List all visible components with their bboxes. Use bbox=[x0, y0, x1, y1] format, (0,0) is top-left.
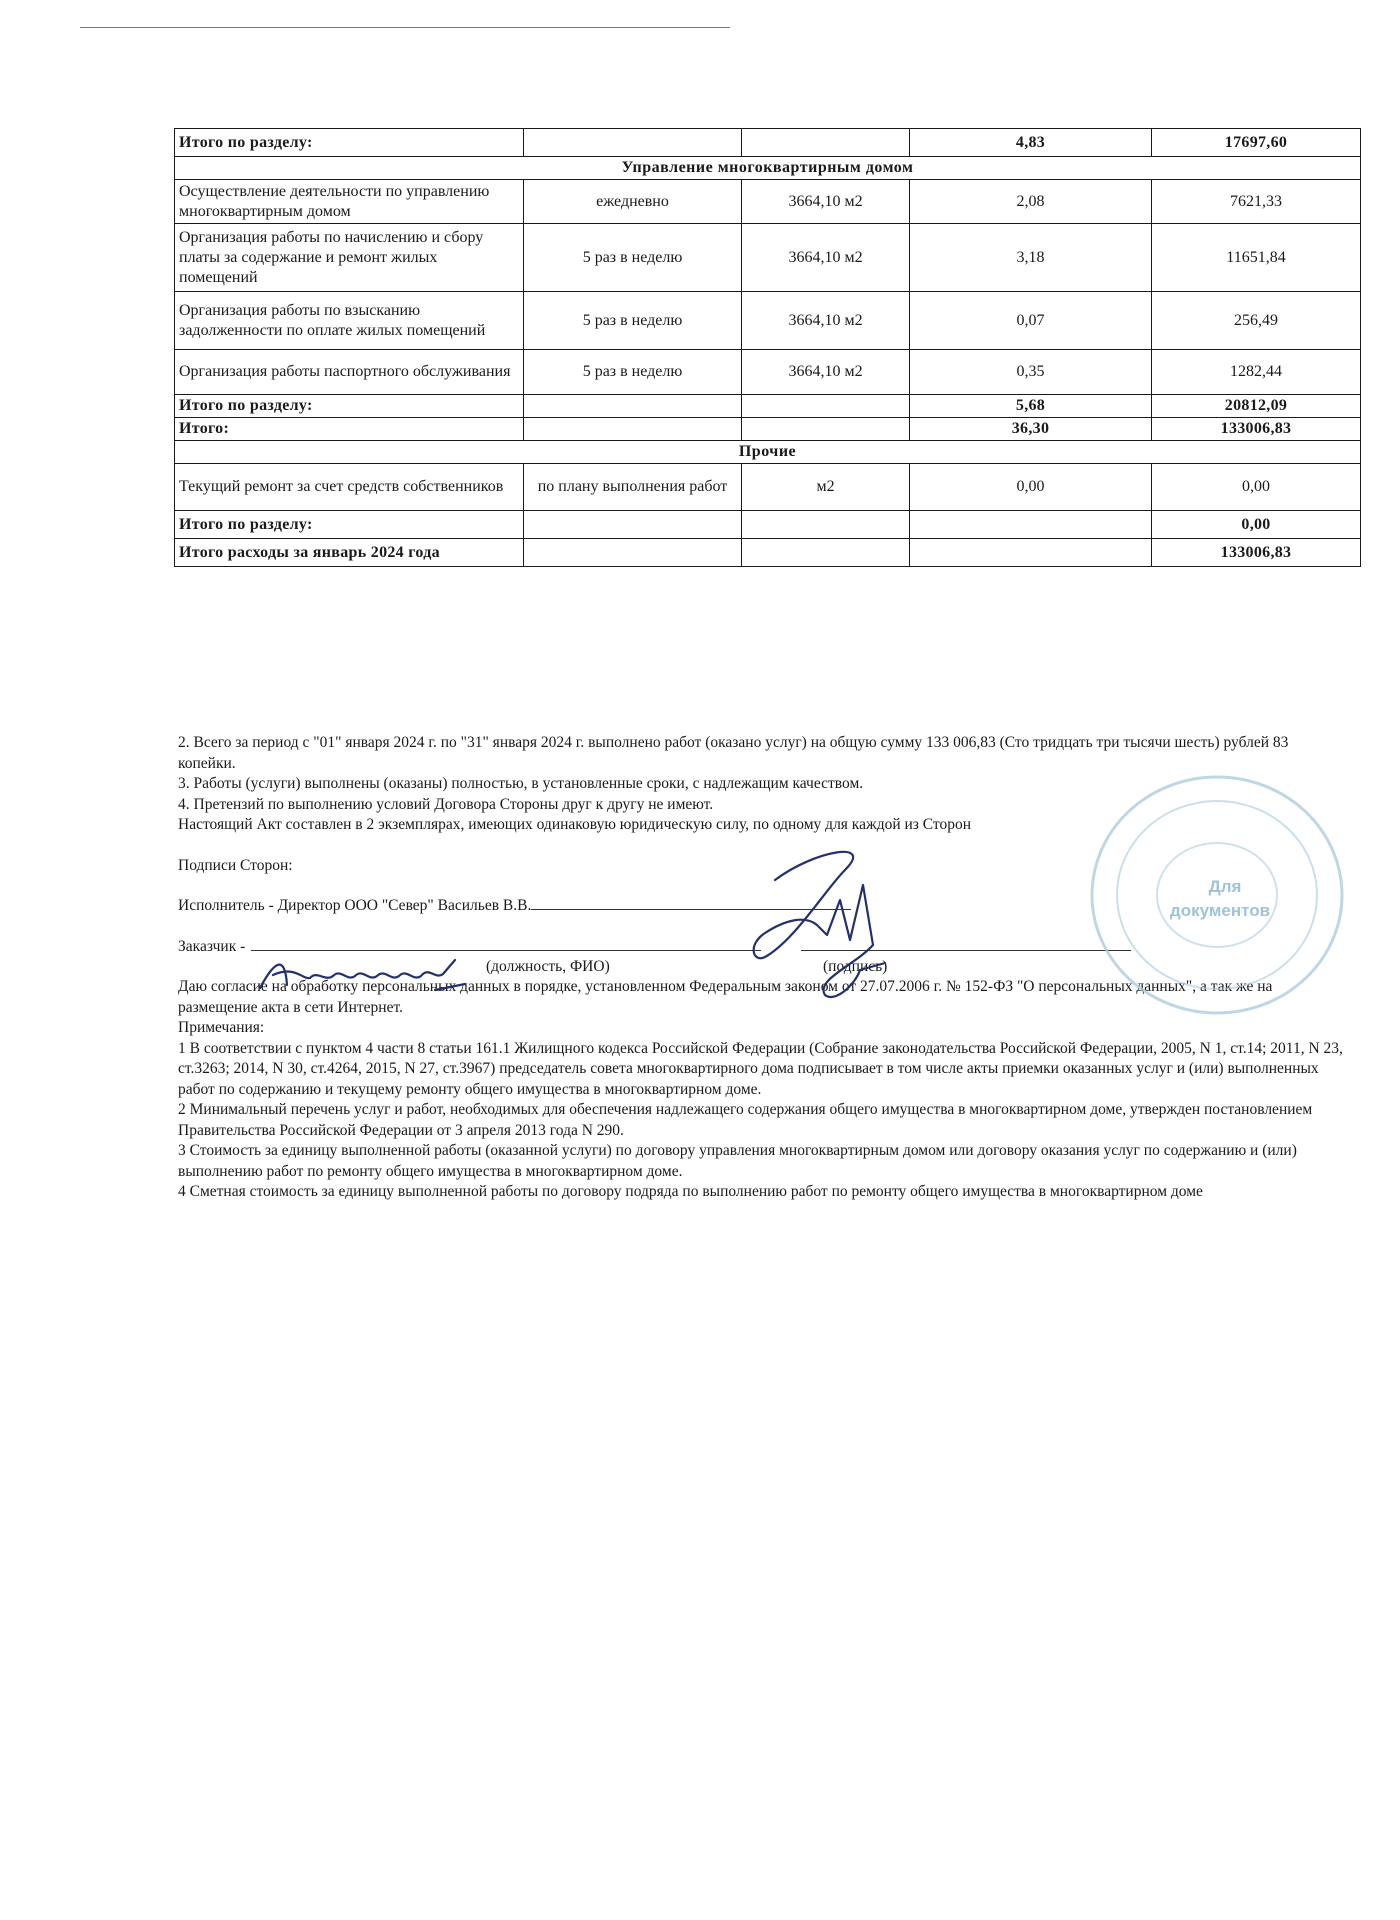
clause-3: 3. Работы (услуги) выполнены (оказаны) полностью, в установленные сроки, с надлежащим качеством. bbox=[178, 775, 864, 792]
cell-freq bbox=[524, 539, 742, 567]
stamp-text-2: документов bbox=[1169, 901, 1271, 920]
cell-freq bbox=[524, 418, 742, 441]
services-table bbox=[174, 128, 1361, 567]
notes-title: Примечания: bbox=[178, 1019, 265, 1036]
cell-rate: 0,00 bbox=[910, 464, 1152, 511]
cell-qty bbox=[742, 129, 910, 157]
cell-sum: 256,49 bbox=[1152, 292, 1361, 350]
cell-freq bbox=[524, 511, 742, 539]
cell-name: Итого по разделу: bbox=[175, 511, 524, 539]
section-header: Прочие bbox=[175, 441, 1361, 464]
cell-sum: 0,00 bbox=[1152, 511, 1361, 539]
cell-sum: 7621,33 bbox=[1152, 180, 1361, 224]
table-row bbox=[175, 511, 1361, 539]
note-3: 3 Стоимость за единицу выполненной работы (оказанной услуги) по договору управления многоквартирным домом или договору оказания услуг по содержанию и (или) выполнению работ по ремонту общего имущества в многоквартирном доме. bbox=[178, 1142, 1297, 1180]
cell-sum: 133006,83 bbox=[1152, 418, 1361, 441]
table-row bbox=[175, 464, 1361, 511]
cell-freq bbox=[524, 129, 742, 157]
cell-freq bbox=[524, 395, 742, 418]
cell-sum: 20812,09 bbox=[1152, 395, 1361, 418]
cell-name: Текущий ремонт за счет средств собственников bbox=[175, 464, 524, 511]
cell-rate: 36,30 bbox=[910, 418, 1152, 441]
clause-2: 2. Всего за период с "01" января 2024 г. по "31" января 2024 г. выполнено работ (оказано услуг) на общую сумму 133 006,83 (Сто тридцать три тысячи шесть) рублей 83 копейки. bbox=[178, 734, 1289, 772]
table-row bbox=[175, 350, 1361, 395]
cell-name: Итого по разделу: bbox=[175, 129, 524, 157]
cell-qty bbox=[742, 395, 910, 418]
caption-position: (должность, ФИО) bbox=[486, 958, 610, 975]
note-2: 2 Минимальный перечень услуг и работ, необходимых для обеспечения надлежащего содержания общего имущества в многоквартирном доме, утвержден постановлением Правительства Российской Федерации от 3 апреля 2013 года N 290. bbox=[178, 1101, 1313, 1139]
cell-qty: 3664,10 м2 bbox=[742, 350, 910, 395]
note-1: 1 В соответствии с пунктом 4 части 8 статьи 161.1 Жилищного кодекса Российской Федерации (Собрание законодательства Российской Федерации, 2005, N 1, ст.14; 2011, N 23, ст.3263; 2014, N 30, ст.4264, 2015, N 27, ст.3967) председатель совета многоквартирного дома подписывает в том числе акты приемки оказанных услуг и (или) выполненных работ по содержанию и текущему ремонту общего имущества в многоквартирном доме. bbox=[178, 1039, 1343, 1098]
cell-rate: 2,08 bbox=[910, 180, 1152, 224]
cell-sum: 0,00 bbox=[1152, 464, 1361, 511]
customer-signature-line bbox=[801, 950, 1131, 951]
cell-rate: 4,83 bbox=[910, 129, 1152, 157]
cell-qty: 3664,10 м2 bbox=[742, 180, 910, 224]
cell-qty: 3664,10 м2 bbox=[742, 224, 910, 292]
table-row bbox=[175, 539, 1361, 567]
executor-label: Исполнитель - Директор ООО "Север" Васильев В.В. bbox=[178, 897, 532, 914]
customer-position-line bbox=[251, 950, 761, 951]
cell-qty bbox=[742, 539, 910, 567]
table-row bbox=[175, 418, 1361, 441]
cell-name: Осуществление деятельности по управлению многоквартирным домом bbox=[175, 180, 524, 224]
table-row bbox=[175, 395, 1361, 418]
cell-name: Организация работы паспортного обслуживания bbox=[175, 350, 524, 395]
section-header-row bbox=[175, 157, 1361, 180]
cell-sum: 17697,60 bbox=[1152, 129, 1361, 157]
cell-name: Итого: bbox=[175, 418, 524, 441]
cell-freq: 5 раз в неделю bbox=[524, 350, 742, 395]
table-row bbox=[175, 292, 1361, 350]
cell-qty bbox=[742, 511, 910, 539]
cell-freq: по плану выполнения работ bbox=[524, 464, 742, 511]
cell-name: Организация работы по взысканию задолженности по оплате жилых помещений bbox=[175, 292, 524, 350]
table-row bbox=[175, 129, 1361, 157]
clause-4: 4. Претензий по выполнению условий Договора Стороны друг к другу не имеют. bbox=[178, 795, 714, 813]
cell-qty bbox=[742, 418, 910, 441]
cell-name: Организация работы по начислению и сбору платы за содержание и ремонт жилых помещений bbox=[175, 224, 524, 292]
cell-rate: 3,18 bbox=[910, 224, 1152, 292]
caption-signature: (подпись) bbox=[823, 958, 888, 975]
cell-freq: ежедневно bbox=[524, 180, 742, 224]
cell-rate: 0,35 bbox=[910, 350, 1152, 395]
cell-rate: 5,68 bbox=[910, 395, 1152, 418]
cell-freq: 5 раз в неделю bbox=[524, 292, 742, 350]
cell-sum: 1282,44 bbox=[1152, 350, 1361, 395]
cell-rate bbox=[910, 539, 1152, 567]
organization-stamp bbox=[1085, 770, 1350, 1020]
cell-rate bbox=[910, 511, 1152, 539]
table-row bbox=[175, 180, 1361, 224]
cell-freq: 5 раз в неделю bbox=[524, 224, 742, 292]
stamp-text-1: Для bbox=[1208, 877, 1242, 896]
signatures-title: Подписи Сторон: bbox=[178, 856, 293, 874]
executor-signature-line bbox=[531, 909, 851, 910]
cell-qty: м2 bbox=[742, 464, 910, 511]
cell-name: Итого расходы за январь 2024 года bbox=[175, 539, 524, 567]
cell-rate: 0,07 bbox=[910, 292, 1152, 350]
cell-sum: 11651,84 bbox=[1152, 224, 1361, 292]
cell-name: Итого по разделу: bbox=[175, 395, 524, 418]
customer-label: Заказчик - bbox=[178, 937, 246, 955]
section-header: Управление многоквартирным домом bbox=[175, 157, 1361, 180]
section-header-row bbox=[175, 441, 1361, 464]
consent-text: Даю согласие на обработку персональных данных в порядке, установленном Федеральным законом от 27.07.2006 г. № 152-ФЗ "О персональных данных", а так же на размещение акта в сети Интернет. bbox=[178, 978, 1273, 1016]
top-rule bbox=[80, 27, 730, 28]
table-row bbox=[175, 224, 1361, 292]
note-4: 4 Сметная стоимость за единицу выполненной работы по договору подряда по выполнению работ по ремонту общего имущества в многоквартирном доме bbox=[178, 1183, 1203, 1200]
copies-note: Настоящий Акт составлен в 2 экземплярах, имеющих одинаковую юридическую силу, по одному для каждой из Сторон bbox=[178, 816, 972, 833]
cell-sum: 133006,83 bbox=[1152, 539, 1361, 567]
cell-qty: 3664,10 м2 bbox=[742, 292, 910, 350]
